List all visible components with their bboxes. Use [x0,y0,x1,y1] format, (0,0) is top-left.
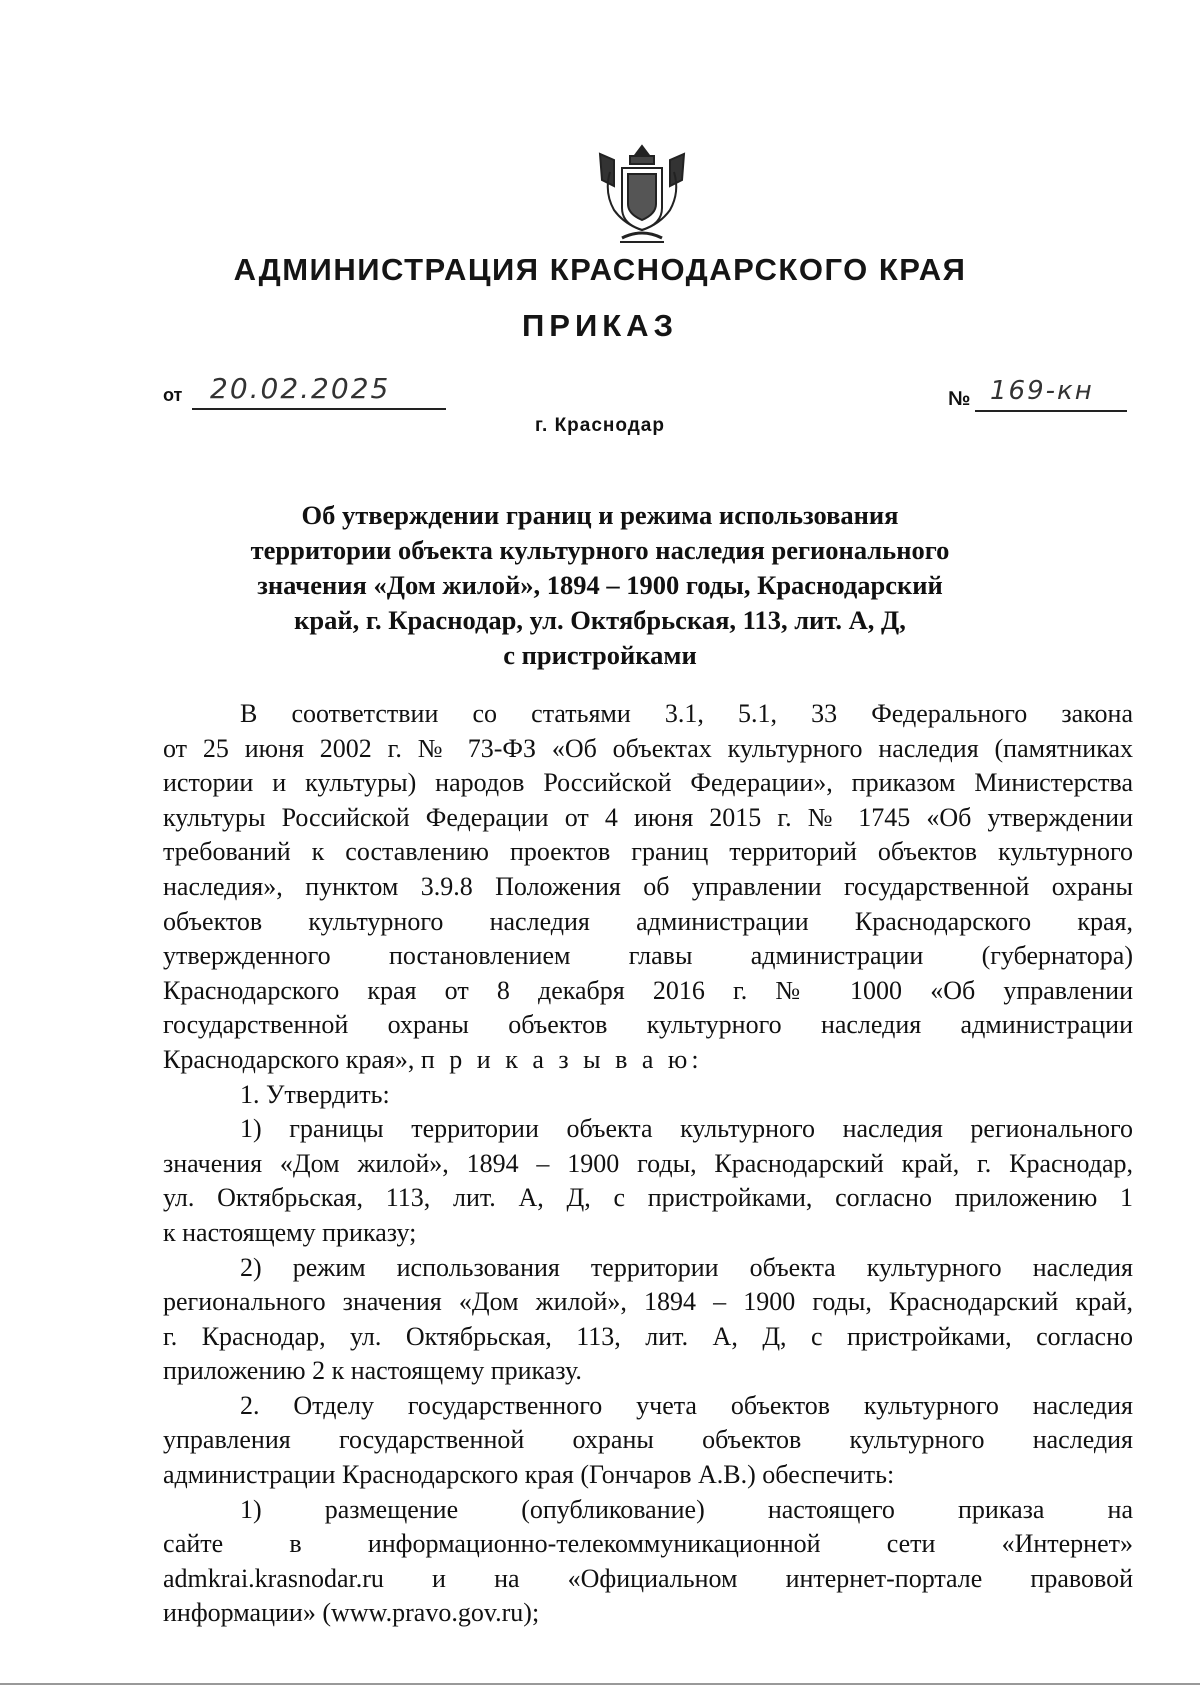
body-line: 2. Отделу государственного учета объектов культурного наследия [240,1390,1133,1420]
body-line: информации» (www.pravo.gov.ru); [163,1598,540,1628]
body-line: наследия», пунктом 3.9.8 Положения об управлении государственной охраны [163,871,1133,901]
body-line: приложению 2 к настоящему приказу. [163,1356,582,1386]
body-line [163,1043,1133,1078]
number-underline [975,410,1127,412]
body-line: к настоящему приказу; [163,1217,417,1247]
body-line: регионального значения «Дом жилой», 1894 – 1900 годы, Краснодарский край, [163,1287,1133,1317]
body-line: 1) размещение (опубликование) настоящего приказа на [240,1494,1133,1524]
coat-of-arms-icon [592,142,692,248]
body-line: истории и культуры) народов Российской Федерации», приказом Министерства [163,768,1133,798]
body-line: управления государственной охраны объектов культурного наследия [163,1425,1133,1455]
organization-name: АДМИНИСТРАЦИЯ КРАСНОДАРСКОГО КРАЯ [233,252,967,287]
document-body [163,697,1133,1631]
title-line: с пристройками [503,640,697,670]
title-line: значения «Дом жилой», 1894 – 1900 годы, Краснодарский [257,570,943,600]
body-line: В соответствии со статьями 3.1, 5.1, 33 Федерального закона [240,699,1133,728]
number-label: № [948,388,971,410]
body-line: admkrai.krasnodar.ru и на «Официальном интернет-портале правовой [163,1563,1133,1593]
body-line: государственной охраны объектов культурного наследия администрации [163,1010,1133,1040]
body-line: 1. Утвердить: [240,1079,390,1109]
title-line: Об утверждении границ и режима использования [301,500,899,530]
body-line: объектов культурного наследия администрации Краснодарского края, [163,906,1133,936]
number-value: 169-кн [990,376,1094,406]
city: г. Краснодар [535,415,665,436]
body-line: сайте в информационно-телекоммуникационной сети «Интернет» [163,1529,1133,1559]
body-line: утвержденного постановлением главы администрации (губернатора) [163,941,1133,971]
date-label: от [163,385,183,405]
date-underline [192,408,446,410]
body-line: администрации Краснодарского края (Гончаров А.В.) обеспечить: [163,1460,895,1490]
body-line: культуры Российской Федерации от 4 июня 2015 г. № 1745 «Об утверждении [163,802,1133,832]
decree-word: п р и к а з ы в а ю: [420,1044,703,1074]
body-line: значения «Дом жилой», 1894 – 1900 годы, Краснодарский край, г. Краснодар, [163,1148,1133,1178]
body-line-text: Краснодарского края», [163,1044,415,1074]
body-line: требований к составлению проектов границ территорий объектов культурного [163,837,1133,867]
body-line: ул. Октябрьская, 113, лит. А, Д, с пристройками, согласно приложению 1 [163,1183,1133,1213]
title-line: территории объекта культурного наследия регионального [250,535,950,565]
title-line: край, г. Краснодар, ул. Октябрьская, 113, лит. А, Д, [294,605,906,635]
date-value: 20.02.2025 [210,372,391,405]
document-type: ПРИКАЗ [522,308,678,343]
page-bottom-edge [0,1683,1200,1685]
document-title [200,498,1000,673]
body-line: от 25 июня 2002 г. № 73-ФЗ «Об объектах культурного наследия (памятниках [163,733,1133,763]
body-line: 2) режим использования территории объекта культурного наследия [240,1252,1133,1282]
body-line: 1) границы территории объекта культурного наследия регионального [240,1114,1133,1144]
body-line: Краснодарского края от 8 декабря 2016 г. № 1000 «Об управлении [163,975,1133,1005]
body-line: г. Краснодар, ул. Октябрьская, 113, лит. А, Д, с пристройками, согласно [163,1321,1133,1351]
